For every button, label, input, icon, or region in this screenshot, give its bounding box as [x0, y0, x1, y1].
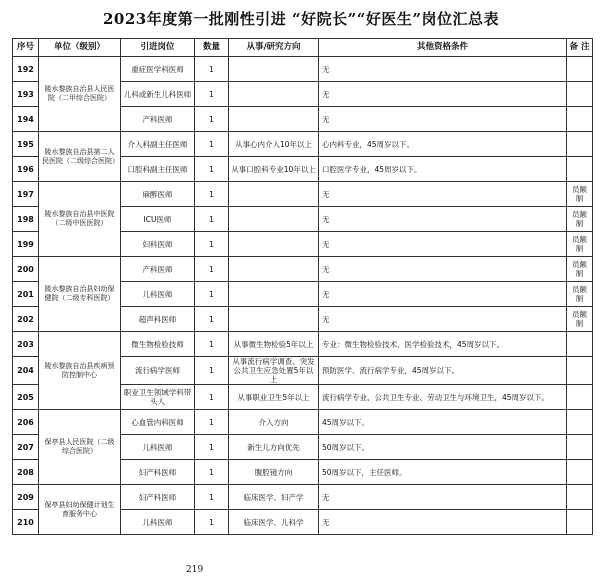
cell-post: 儿科医师: [121, 510, 195, 535]
cell-unit: 保亭县人民医院（二级综合医院）: [39, 410, 121, 485]
cell-conditions: 无: [319, 57, 567, 82]
table-row: [13, 57, 593, 82]
table-row: [13, 257, 593, 282]
page-title: 2023年度第一批刚性引进 “好院长”“好医生”岗位汇总表: [103, 10, 499, 28]
cell-no: 205: [13, 385, 39, 410]
cell-no: 198: [13, 207, 39, 232]
cell-remark: [567, 435, 593, 460]
cell-no: 207: [13, 435, 39, 460]
cell-conditions: 无: [319, 207, 567, 232]
cell-conditions: 无: [319, 232, 567, 257]
cell-no: 197: [13, 182, 39, 207]
cell-remark: [567, 107, 593, 132]
cell-no: 192: [13, 57, 39, 82]
table-row: [13, 410, 593, 435]
cell-qty: 1: [195, 82, 229, 107]
cell-direction: 从事微生物检验5年以上: [229, 332, 319, 357]
cell-qty: 1: [195, 257, 229, 282]
cell-post: 介入科副主任医师: [121, 132, 195, 157]
cell-post: ICU医师: [121, 207, 195, 232]
cell-no: 203: [13, 332, 39, 357]
cell-direction: [229, 57, 319, 82]
cell-remark: [567, 132, 593, 157]
cell-qty: 1: [195, 107, 229, 132]
cell-remark: [567, 357, 593, 385]
cell-conditions: 50周岁以下。: [319, 435, 567, 460]
cell-conditions: 流行病学专业、公共卫生专业、劳动卫生与环境卫生，45周岁以下。: [319, 385, 567, 410]
cell-unit: 陵水黎族自治县第二人民医院（二级综合医院）: [39, 132, 121, 182]
cell-unit: 陵水黎族自治县妇幼保健院（二级专科医院）: [39, 257, 121, 332]
header-post: 引进岗位: [121, 39, 195, 57]
cell-direction: 从事流行病学调查、突发公共卫生应急处置5年以上: [229, 357, 319, 385]
cell-conditions: 无: [319, 257, 567, 282]
cell-post: 妇产科医师: [121, 460, 195, 485]
cell-direction: [229, 207, 319, 232]
cell-direction: 从事职业卫生5年以上: [229, 385, 319, 410]
cell-post: 流行病学医师: [121, 357, 195, 385]
cell-post: 口腔科副主任医师: [121, 157, 195, 182]
cell-direction: [229, 232, 319, 257]
cell-conditions: 口腔医学专业，45周岁以下。: [319, 157, 567, 182]
cell-conditions: 无: [319, 282, 567, 307]
cell-post: 儿科医师: [121, 435, 195, 460]
cell-post: 心血管内科医师: [121, 410, 195, 435]
cell-remark: 员额制: [567, 182, 593, 207]
cell-qty: 1: [195, 385, 229, 410]
table-header-row: [13, 39, 593, 57]
cell-no: 201: [13, 282, 39, 307]
cell-remark: [567, 460, 593, 485]
cell-post: 重症医学科医师: [121, 57, 195, 82]
cell-conditions: 预防医学、流行病学专业，45周岁以下。: [319, 357, 567, 385]
cell-direction: 临床医学、儿科学: [229, 510, 319, 535]
cell-qty: 1: [195, 357, 229, 385]
cell-no: 195: [13, 132, 39, 157]
cell-post: 产科医师: [121, 257, 195, 282]
cell-remark: 员额制: [567, 282, 593, 307]
cell-qty: 1: [195, 410, 229, 435]
cell-direction: 从事口腔科专业10年以上: [229, 157, 319, 182]
cell-unit: 陵水黎族自治县中医院（二级中医医院）: [39, 182, 121, 257]
cell-no: 204: [13, 357, 39, 385]
cell-no: 208: [13, 460, 39, 485]
cell-no: 196: [13, 157, 39, 182]
cell-unit: 陵水黎族自治县人民医院（二甲综合医院）: [39, 57, 121, 132]
cell-conditions: 无: [319, 82, 567, 107]
cell-remark: 员额制: [567, 207, 593, 232]
header-direction: 从事/研究方向: [229, 39, 319, 57]
table-row: [13, 182, 593, 207]
cell-post: 儿科医师: [121, 282, 195, 307]
cell-remark: [567, 332, 593, 357]
table-row: [13, 132, 593, 157]
cell-conditions: 心内科专业，45周岁以下。: [319, 132, 567, 157]
cell-conditions: 无: [319, 107, 567, 132]
positions-table: [12, 38, 593, 535]
header-no: 序号: [13, 39, 39, 57]
cell-qty: 1: [195, 132, 229, 157]
header-unit: 单位（级别）: [39, 39, 121, 57]
cell-remark: [567, 510, 593, 535]
cell-qty: 1: [195, 332, 229, 357]
cell-conditions: 无: [319, 182, 567, 207]
cell-remark: [567, 410, 593, 435]
cell-post: 麻醉医师: [121, 182, 195, 207]
cell-qty: 1: [195, 435, 229, 460]
cell-no: 199: [13, 232, 39, 257]
cell-unit: 陵水黎族自治县疾病预防控制中心: [39, 332, 121, 410]
cell-direction: [229, 82, 319, 107]
cell-qty: 1: [195, 282, 229, 307]
header-qty: 数量: [195, 39, 229, 57]
cell-remark: 员额制: [567, 257, 593, 282]
cell-conditions: 45周岁以下。: [319, 410, 567, 435]
cell-post: 妇产科医师: [121, 485, 195, 510]
cell-direction: [229, 107, 319, 132]
cell-post: 产科医师: [121, 107, 195, 132]
cell-remark: [567, 57, 593, 82]
cell-remark: 员额制: [567, 307, 593, 332]
cell-post: 妇科医师: [121, 232, 195, 257]
cell-direction: [229, 307, 319, 332]
cell-no: 193: [13, 82, 39, 107]
cell-remark: [567, 385, 593, 410]
cell-post: 儿科或新生儿科医师: [121, 82, 195, 107]
table-row: [13, 485, 593, 510]
cell-post: 微生物检验技师: [121, 332, 195, 357]
cell-post: 职业卫生领域学科带头人: [121, 385, 195, 410]
page-number: 219: [186, 565, 204, 575]
header-remark: 备 注: [567, 39, 593, 57]
cell-conditions: 无: [319, 485, 567, 510]
cell-qty: 1: [195, 207, 229, 232]
cell-conditions: 无: [319, 307, 567, 332]
cell-qty: 1: [195, 460, 229, 485]
cell-direction: 新生儿方向优先: [229, 435, 319, 460]
cell-no: 200: [13, 257, 39, 282]
cell-no: 209: [13, 485, 39, 510]
cell-qty: 1: [195, 57, 229, 82]
cell-qty: 1: [195, 157, 229, 182]
cell-remark: [567, 157, 593, 182]
cell-no: 210: [13, 510, 39, 535]
cell-remark: 员额制: [567, 232, 593, 257]
cell-qty: 1: [195, 182, 229, 207]
cell-post: 超声科医师: [121, 307, 195, 332]
cell-qty: 1: [195, 510, 229, 535]
cell-direction: 临床医学、妇产学: [229, 485, 319, 510]
cell-direction: 介入方向: [229, 410, 319, 435]
cell-no: 206: [13, 410, 39, 435]
cell-conditions: 50周岁以下，主任医师。: [319, 460, 567, 485]
cell-unit: 保亭县妇幼保健计划生育服务中心: [39, 485, 121, 535]
cell-conditions: 专业：微生物检验技术、医学检验技术，45周岁以下。: [319, 332, 567, 357]
cell-direction: 腹腔镜方向: [229, 460, 319, 485]
header-conditions: 其他资格条件: [319, 39, 567, 57]
cell-qty: 1: [195, 485, 229, 510]
cell-direction: [229, 182, 319, 207]
cell-qty: 1: [195, 232, 229, 257]
cell-conditions: 无: [319, 510, 567, 535]
cell-remark: [567, 485, 593, 510]
cell-direction: [229, 282, 319, 307]
cell-direction: 从事心内介入10年以上: [229, 132, 319, 157]
cell-qty: 1: [195, 307, 229, 332]
cell-remark: [567, 82, 593, 107]
cell-no: 202: [13, 307, 39, 332]
cell-no: 194: [13, 107, 39, 132]
table-row: [13, 332, 593, 357]
cell-direction: [229, 257, 319, 282]
